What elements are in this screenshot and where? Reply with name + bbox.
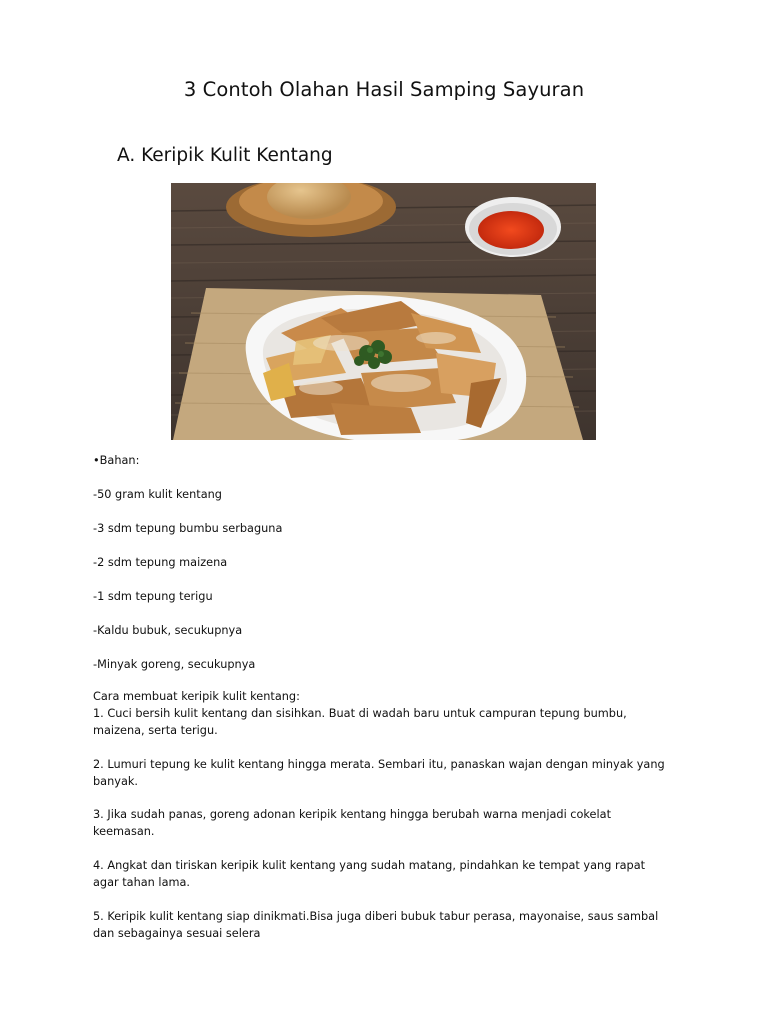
step-item	[93, 908, 683, 942]
ingredient-item: -2 sdm tepung maizena	[93, 556, 228, 569]
step-item	[93, 857, 683, 891]
ingredient-item: -3 sdm tepung bumbu serbaguna	[93, 522, 283, 535]
step-item	[93, 705, 683, 739]
step-line: keemasan.	[93, 825, 155, 838]
ingredient-item: -1 sdm tepung terigu	[93, 590, 213, 603]
potato-skin-chips-photo	[171, 183, 596, 440]
step-line: dan sebagainya sesuai selera	[93, 927, 261, 940]
step-line: 4. Angkat dan tiriskan keripik kulit kentang yang sudah matang, pindahkan ke tempat yang rapat	[93, 859, 646, 872]
section-heading: A. Keripik Kulit Kentang	[117, 145, 333, 166]
step-line: 1. Cuci bersih kulit kentang dan sisihkan. Buat di wadah baru untuk campuran tepung bumbu,	[93, 707, 627, 720]
step-item	[93, 806, 683, 840]
document-title: 3 Contoh Olahan Hasil Samping Sayuran	[183, 78, 585, 101]
step-line: 5. Keripik kulit kentang siap dinikmati.Bisa juga diberi bubuk tabur perasa, mayonaise, saus sambal	[93, 910, 659, 923]
step-line: agar tahan lama.	[93, 876, 191, 889]
step-line: 3. Jika sudah panas, goreng adonan keripik kentang hingga berubah warna menjadi cokelat	[93, 808, 612, 821]
step-line: banyak.	[93, 775, 138, 788]
ingredient-item: -Minyak goreng, secukupnya	[93, 658, 256, 671]
ingredients-label: •Bahan:	[93, 454, 140, 467]
step-line: 2. Lumuri tepung ke kulit kentang hingga merata. Sembari itu, panaskan wajan dengan minyak yang	[93, 758, 665, 771]
step-item	[93, 756, 683, 790]
ingredient-item: -Kaldu bubuk, secukupnya	[93, 624, 243, 637]
ingredient-item: -50 gram kulit kentang	[93, 488, 222, 501]
step-line: maizena, serta terigu.	[93, 724, 218, 737]
steps-heading: Cara membuat keripik kulit kentang:	[93, 690, 300, 703]
